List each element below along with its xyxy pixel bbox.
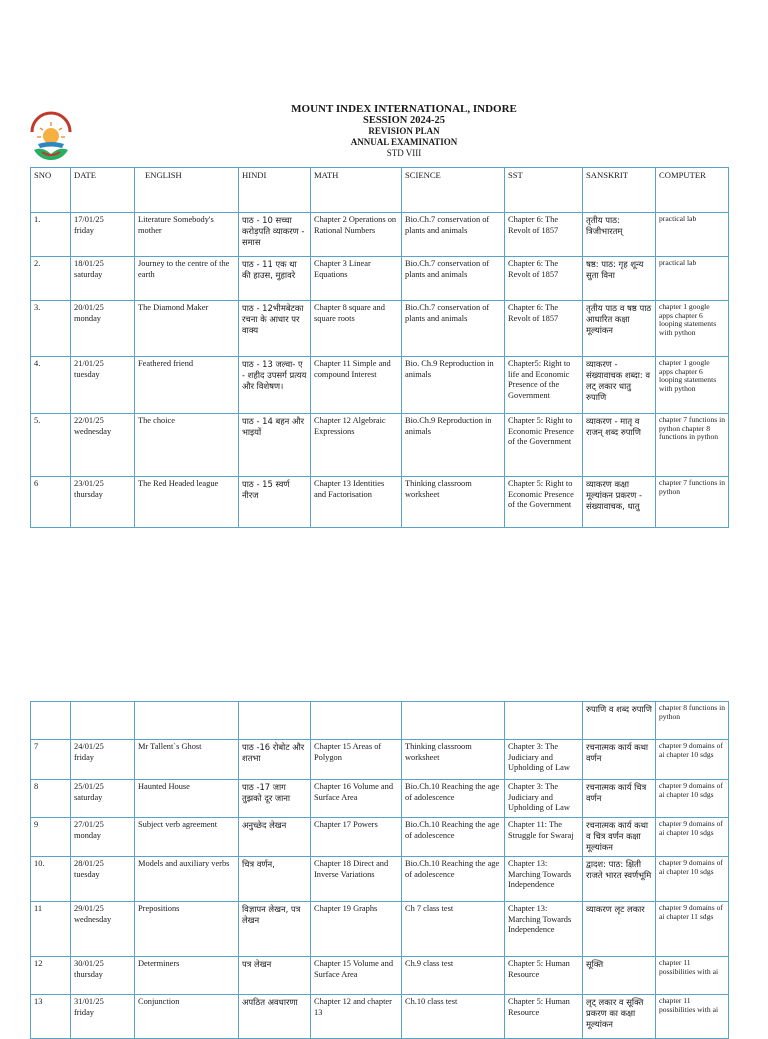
table-row [31,957,729,995]
cell-sanskrit: तृतीय पाठ व षष्ठ पाठ आधारित कक्षा मूल्यांकन [583,301,656,357]
cell-hindi: पाठ - 14 बहन और भाइयों [239,414,311,477]
cell-math: Chapter 12 Algebraic Expressions [311,414,402,477]
date-value: 25/01/25 [74,782,104,791]
cell-sst: Chapter 6: The Revolt of 1857 [505,301,583,357]
date-value: 30/01/25 [74,959,104,968]
cell-math: Chapter 3 Linear Equations [311,257,402,301]
cell-sno: 4. [31,357,71,414]
cell-hindi: पत्र लेखन [239,957,311,995]
cell-sst: Chapter5: Right to life and Economic Presence of the Government [505,357,583,414]
table-row [31,301,729,357]
date-value: 31/01/25 [74,997,104,1006]
day-value: thursday [74,969,103,979]
cell-sanskrit: व्याकरण - मातृ व राजन् शब्द रुपाणि [583,414,656,477]
cell-sanskrit: द्वादश: पाठ: क्षिती राजते भारत स्वर्णभूमि [583,857,656,902]
cell-english: Determiners [135,957,239,995]
cell-sno: 1. [31,213,71,257]
table-row [31,740,729,780]
cell-sst: Chapter 3: The Judiciary and Upholding of Law [505,740,583,780]
cell-science: Bio.Ch.7 conservation of plants and animals [402,213,505,257]
col-math: MATH [311,168,402,213]
cell-sst: Chapter 5: Right to Economic Presence of the Government [505,414,583,477]
cell-math: Chapter 11 Simple and compound Interest [311,357,402,414]
exam-title: ANNUAL EXAMINATION [350,137,458,147]
cell-date [71,902,135,957]
table-row [31,818,729,857]
cell-date [71,780,135,818]
col-science: SCIENCE [402,168,505,213]
cell-sst: Chapter 11: The Struggle for Swaraj [505,818,583,857]
cell-computer: chapter 7 functions in python chapter 8 functions in python [656,414,729,477]
cell-hindi: विज्ञापन लेखन, पत्र लेखन [239,902,311,957]
cell-english: Literature Somebody's mother [135,213,239,257]
cell-date [71,818,135,857]
cell-science: Bio.Ch.10 Reaching the age of adolescence [402,780,505,818]
cell-date [71,957,135,995]
cell-sno: 5. [31,414,71,477]
day-value: friday [74,225,94,235]
table-row [31,257,729,301]
day-value: wednesday [74,914,112,924]
cell-sno: 8 [31,780,71,818]
col-sst: SST [505,168,583,213]
cell-sanskrit: रुपाणि व शब्द रुपाणि [583,702,656,740]
standard-label: STD VIII [386,148,422,158]
cell-computer: practical lab [656,257,729,301]
col-hindi: HINDI [239,168,311,213]
table-row [31,414,729,477]
cell-sanskrit: रचनात्मक कार्य कथा व चित्र वर्णन कक्षा मूल्यांकन [583,818,656,857]
cell-math: Chapter 15 Volume and Surface Area [311,957,402,995]
cell-math: Chapter 2 Operations on Rational Numbers [311,213,402,257]
cell-sanskrit: तृतीय पाठ: त्रिजीभारतम् [583,213,656,257]
day-value: friday [74,1007,94,1017]
date-value: 29/01/25 [74,904,104,913]
cell-science: Ch.9 class test [402,957,505,995]
cell-date [71,357,135,414]
cell-science: Bio. Ch.9 Reproduction in animals [402,357,505,414]
cell-sanskrit: षष्ठ: पाठ: गृह शून्य सुता विना [583,257,656,301]
cell-hindi: पाठ - 13 जल्वा- ए - शहीद उपसर्ग प्रत्यय और विशेषण। [239,357,311,414]
date-value: 21/01/25 [74,359,104,368]
cell-english: Journey to the centre of the earth [135,257,239,301]
col-sanskrit: SANSKRIT [583,168,656,213]
day-value: wednesday [74,426,112,436]
cell-sanskrit: लृट् लकार व सूक्ति प्रकरण का कक्षा मूल्यांकन [583,995,656,1039]
day-value: monday [74,830,101,840]
cell-sno: 6 [31,477,71,528]
cell-date [71,301,135,357]
date-value: 20/01/25 [74,303,104,312]
cell-english: Subject verb agreement [135,818,239,857]
table-row [31,213,729,257]
table-row [31,857,729,902]
cell-english: Feathered friend [135,357,239,414]
cell-sanskrit: व्याकरण - संख्यावाचक शब्दा: व लट् लकार धातु रुपाणि [583,357,656,414]
date-value: 27/01/25 [74,820,104,829]
cell-math: Chapter 16 Volume and Surface Area [311,780,402,818]
cell-sanskrit: रचनात्मक कार्य चित्र वर्णन [583,780,656,818]
session-title: SESSION 2024-25 [363,115,445,126]
revision-table-part-1 [30,167,729,528]
cell-sno: 11 [31,902,71,957]
col-sno: SNO [31,168,71,213]
cell-computer: chapter 9 domains of ai chapter 11 sdgs [656,902,729,957]
cell-science: Thinking classroom worksheet [402,477,505,528]
cell-sst: Chapter 6: The Revolt of 1857 [505,257,583,301]
cell-science: Ch 7 class test [402,902,505,957]
plan-title: REVISION PLAN [368,126,440,136]
cell-sst: Chapter 3: The Judiciary and Upholding of Law [505,780,583,818]
cell-hindi: पाठ -17 जाग तुझको दूर जाना [239,780,311,818]
cell-math: Chapter 18 Direct and Inverse Variations [311,857,402,902]
date-value: 17/01/25 [74,215,104,224]
cell-english: Conjunction [135,995,239,1039]
cell-math: Chapter 8 square and square roots [311,301,402,357]
cell-english: The Diamond Maker [135,301,239,357]
cell-sst: Chapter 13: Marching Towards Independence [505,902,583,957]
cell-date [71,995,135,1039]
school-name: MOUNT INDEX INTERNATIONAL, INDORE [291,103,517,115]
cell-computer: practical lab [656,213,729,257]
cell-math: Chapter 12 and chapter 13 [311,995,402,1039]
cell-math: Chapter 15 Areas of Polygon [311,740,402,780]
cell-sanskrit: सूक्ति [583,957,656,995]
cell-english: Models and auxiliary verbs [135,857,239,902]
day-value: monday [74,313,101,323]
date-value: 28/01/25 [74,859,104,868]
cell-computer: chapter 9 domains of ai chapter 10 sdgs [656,818,729,857]
day-value: tuesday [74,369,100,379]
cell-sanskrit: रचनात्मक कार्य कथा वर्णन [583,740,656,780]
cell-math: Chapter 19 Graphs [311,902,402,957]
cell-computer: chapter 11 possibilities with ai [656,995,729,1039]
cell-sst: Chapter 5: Right to Economic Presence of the Government [505,477,583,528]
cell-hindi: पाठ - 15 स्वर्ण नीरज [239,477,311,528]
day-value: thursday [74,489,103,499]
cell-computer: chapter 11 possibilities with ai [656,957,729,995]
cell-sno: 3. [31,301,71,357]
table-row [31,357,729,414]
cell-english: Prepositions [135,902,239,957]
cell-sanskrit: व्याकरण लृट लकार [583,902,656,957]
cell-math: Chapter 17 Powers [311,818,402,857]
cell-sanskrit: व्याकरण कक्षा मूल्यांकन प्रकरण - संख्यावाचक, धातु [583,477,656,528]
cell-hindi: अपठित अवधारणा [239,995,311,1039]
cell-computer: chapter 9 domains of ai chapter 10 sdgs [656,780,729,818]
date-value: 22/01/25 [74,416,104,425]
cell-date [71,857,135,902]
cell-computer: chapter 8 functions in python [656,702,729,740]
cell-computer: chapter 1 google apps chapter 6 looping statements with python [656,301,729,357]
day-value: saturday [74,792,103,802]
cell-sno: 10. [31,857,71,902]
cell-sno: 7 [31,740,71,780]
cell-science: Thinking classroom worksheet [402,740,505,780]
continuation-row [31,702,729,740]
table-row [31,477,729,528]
cell-computer: chapter 7 functions in python [656,477,729,528]
document-header [0,104,768,159]
date-value: 23/01/25 [74,479,104,488]
cell-date [71,213,135,257]
cell-english: Haunted House [135,780,239,818]
cell-science: Bio.Ch.7 conservation of plants and animals [402,301,505,357]
cell-sno: 13 [31,995,71,1039]
cell-english: The choice [135,414,239,477]
cell-hindi: पाठ - 10 सच्चा करोड़पति व्याकरण - समास [239,213,311,257]
cell-computer: chapter 9 domains of ai chapter 10 sdgs [656,857,729,902]
table-row [31,902,729,957]
cell-hindi: पाठ - 12भीमबेटका रचना के आधार पर वाक्य [239,301,311,357]
cell-date [71,257,135,301]
cell-computer: chapter 9 domains of ai chapter 10 sdgs [656,740,729,780]
cell-sst: Chapter 13: Marching Towards Independence [505,857,583,902]
cell-date [71,414,135,477]
day-value: tuesday [74,869,100,879]
table-row [31,780,729,818]
cell-date [71,740,135,780]
cell-sno: 2. [31,257,71,301]
cell-sst: Chapter 5: Human Resource [505,995,583,1039]
day-value: saturday [74,269,103,279]
cell-english: Mr Tallent`s Ghost [135,740,239,780]
date-value: 18/01/25 [74,259,104,268]
cell-hindi: चित्र वर्णन, [239,857,311,902]
date-value: 24/01/25 [74,742,104,751]
cell-hindi: पाठ - 11 एक था की हाउस, मुहावरे [239,257,311,301]
header-row [31,168,729,213]
cell-science: Ch.10 class test [402,995,505,1039]
cell-science: Bio.Ch.7 conservation of plants and animals [402,257,505,301]
day-value: friday [74,752,94,762]
cell-science: Bio.Ch.10 Reaching the age of adolescence [402,818,505,857]
cell-english: The Red Headed league [135,477,239,528]
cell-hindi: पाठ -16 रोबोट और शतभा [239,740,311,780]
table-row [31,995,729,1039]
cell-science: Bio.Ch.10 Reaching the age of adolescence [402,857,505,902]
cell-sst: Chapter 5: Human Resource [505,957,583,995]
cell-hindi: अनुच्छेद लेखन [239,818,311,857]
col-date: DATE [71,168,135,213]
revision-table-part-2 [30,701,729,1039]
col-english: ENGLISH [135,168,239,213]
cell-math: Chapter 13 Identities and Factorisation [311,477,402,528]
cell-sno: 9 [31,818,71,857]
cell-science: Bio.Ch.9 Reproduction in animals [402,414,505,477]
cell-computer: chapter 1 google apps chapter 6 looping statements with python [656,357,729,414]
cell-sno: 12 [31,957,71,995]
col-computer: COMPUTER [656,168,729,213]
cell-date [71,477,135,528]
cell-sst: Chapter 6: The Revolt of 1857 [505,213,583,257]
